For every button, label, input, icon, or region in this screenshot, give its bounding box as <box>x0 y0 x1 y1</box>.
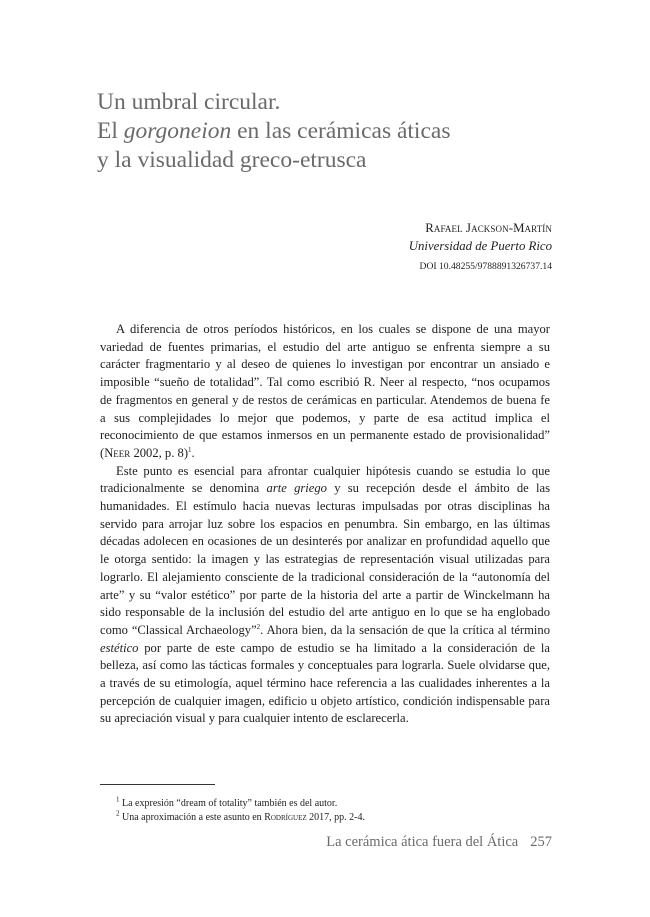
footnote-ref-1[interactable]: 1 <box>188 445 192 454</box>
term-estetico: estético <box>100 640 139 655</box>
title-emphasis: gorgoneion <box>123 118 232 144</box>
doi: DOI 10.48255/9788891326737.14 <box>419 261 552 272</box>
footnotes <box>100 797 550 824</box>
footnote-ref-2[interactable]: 2 <box>256 622 261 631</box>
footnote-1: $^1$ La expresión “dream of totality” también es del autor. <box>116 795 338 809</box>
title-line-1: Un umbral circular. <box>97 89 281 115</box>
footnote-separator <box>100 784 215 785</box>
citation-author: Neer <box>104 445 131 460</box>
term-arte-griego: arte griego <box>266 481 327 496</box>
chapter-title <box>97 88 567 175</box>
footnote-2: $^2$ Una aproximación a este asunto en Rodríguez 2017, pp. 2-4. <box>116 809 365 823</box>
page-number: 257 <box>530 834 552 850</box>
author-block <box>409 219 552 274</box>
running-title: La cerámica ática fuera del Ática <box>326 834 519 850</box>
author-name: Rafael Jackson-Martín <box>425 221 552 235</box>
page-footer <box>326 834 552 851</box>
body-text <box>100 321 550 728</box>
title-line-2: El gorgoneion en las cerámicas áticas <box>97 118 451 144</box>
paragraph-2: Este punto es esencial para afrontar cualquier hipótesis cuando se estudia lo que tradicionalmente se denomina arte griego y su recepción desde el ámbito de las humanidades. El estímulo hacia nuevas lecturas impulsadas por otras disciplinas ha servido para arrojar luz sobre los espacios en penumbra. Sin embargo, en las últimas décadas adolecen en ocasiones de un desinterés por analizar en profundidad aquello que le otorga sentido: la imagen y las estrategias de representación visual utilizadas para lograrlo. El alejamiento consciente de la tradicional consideración de la “autonomía del arte” y su “valor estético” por parte de la historia del arte a partir de Winckelmann ha sido responsable de la inclusión del estudio del arte antiguo en lo que se ha englobado como “Classical Archaeology”$^2$. Ahora bien, da la sensación de que la crítica al término estético por parte de este campo de estudio se ha limitado a la consideración de la belleza, así como las tácticas formales y conceptuales para lograrla. Suele olvidarse que, a través de su etimología, aquel término hace referencia a las cualidades inherentes a la percepción de cualquier imagen, edificio u objeto artístico, condición indispensable para su apreciación visual y para cualquier intento de esclarecerla. <box>100 463 551 726</box>
author-affiliation: Universidad de Puerto Rico <box>408 239 552 253</box>
paragraph-1: A diferencia de otros períodos históricos, en los cuales se dispone de una mayor variedad de fuentes primarias, el estudio del arte antiguo se enfrenta siempre a su carácter fragmentario y al deseo de quienes lo investigan por encontrar un ansiado e imposible “sueño de totalidad”. Tal como escribió R. Neer al respecto, “nos ocupamos de fragmentos en general y de restos de cerámicas en particular. Atendemos de buena fe a sus complejidades lo mejor que podemos, y parte de esa actitud implica el reconocimiento de que estamos inmersos en un permanente estado de provisionalidad” (Neer 2002, p. 8)$^1$. <box>100 322 550 460</box>
title-line-3: y la visualidad greco-etrusca <box>97 147 367 173</box>
